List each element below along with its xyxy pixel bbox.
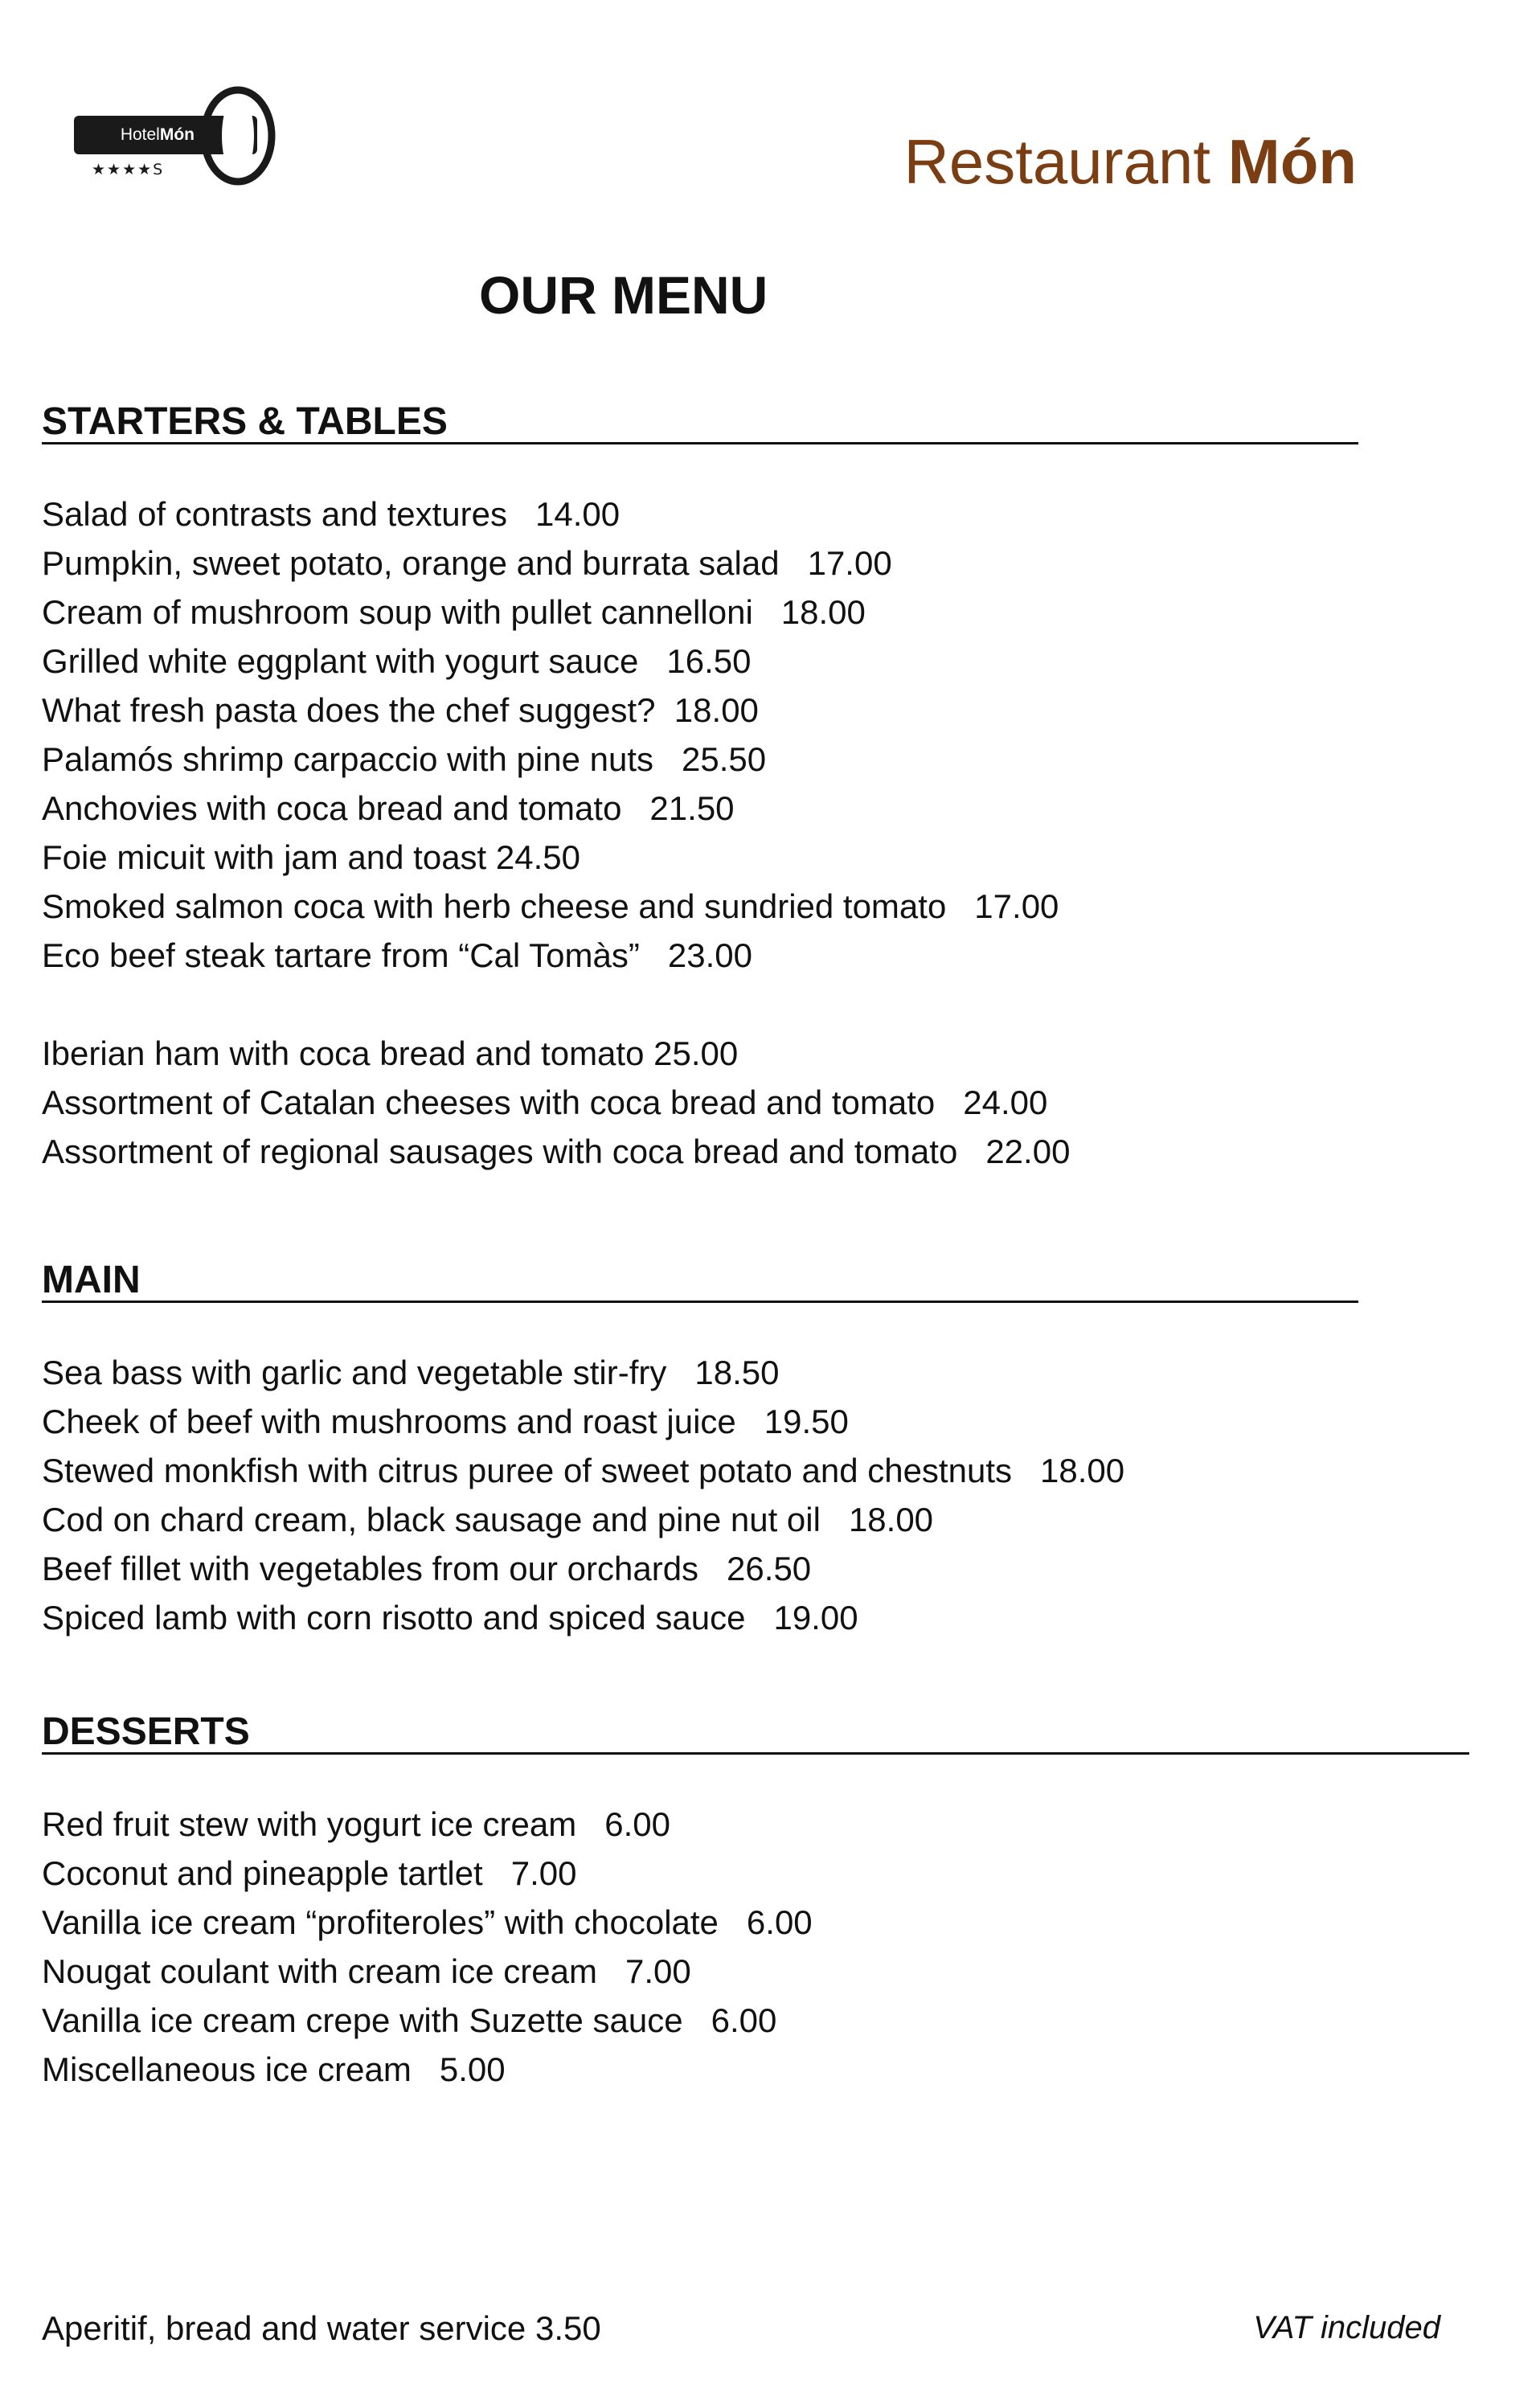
menu-item: Palamós shrimp carpaccio with pine nuts 25.50 [42,740,767,778]
spacer [42,1755,1469,1800]
logo-stars-rating: ★★★★S [92,161,165,178]
menu-item: Assortment of Catalan cheeses with coca bread and tomato 24.00 [42,1083,1048,1121]
menu-item: Coconut and pineapple tartlet 7.00 [42,1854,577,1892]
menu-item: Vanilla ice cream crepe with Suzette sauce 6.00 [42,2001,777,2039]
main-list [42,1348,1358,1642]
main-heading-row [42,1249,1358,1303]
starters-section [42,391,1358,1176]
menu-item: Cheek of beef with mushrooms and roast juice 19.50 [42,1403,849,1440]
menu-item: Salad of contrasts and textures 14.00 [42,495,621,533]
restaurant-name [903,126,1357,197]
menu-item: Miscellaneous ice cream 5.00 [42,2050,506,2088]
vat-note: VAT included [1253,2310,1440,2345]
menu-item: What fresh pasta does the chef suggest? 18.00 [42,691,759,729]
main-heading: MAIN [42,1259,141,1301]
menu-item: Spiced lamb with corn risotto and spiced sauce 19.00 [42,1599,858,1636]
menu-item: Anchovies with coca bread and tomato 21.50 [42,789,735,827]
menu-item: Stewed monkfish with citrus puree of sweet potato and chestnuts 18.00 [42,1452,1125,1489]
logo-mon-text: Món [159,125,195,144]
page-title: OUR MENU [479,265,768,325]
desserts-section [42,1701,1469,2094]
logo-o-mark [196,85,276,186]
menu-item: Nougat coulant with cream ice cream 7.00 [42,1952,691,1990]
menu-item: Red fruit stew with yogurt ice cream 6.00 [42,1805,670,1843]
desserts-list [42,1800,1469,2094]
starters-list [42,489,1358,1176]
menu-item: Grilled white eggplant with yogurt sauce 16.50 [42,642,752,680]
restaurant-name-bold: Món [1227,126,1357,197]
starters-heading-row [42,391,1358,444]
service-charge-note: Aperitif, bread and water service 3.50 [42,2309,601,2347]
logo-hotel-text: Hotel [120,125,160,144]
menu-item: Smoked salmon coca with herb cheese and sundried tomato 17.00 [42,887,1059,925]
list-gap [42,980,1358,1029]
menu-item: Assortment of regional sausages with coca bread and tomato 22.00 [42,1133,1071,1170]
spacer [42,1303,1358,1348]
desserts-heading: DESSERTS [42,1710,250,1753]
desserts-heading-row [42,1701,1469,1755]
menu-item: Sea bass with garlic and vegetable stir-fry 18.50 [42,1354,780,1391]
menu-item: Vanilla ice cream “profiteroles” with chocolate 6.00 [42,1903,813,1941]
starters-heading: STARTERS & TABLES [42,400,448,443]
menu-item: Cod on chard cream, black sausage and pine nut oil 18.00 [42,1501,934,1538]
restaurant-name-light: Restaurant [903,126,1228,197]
menu-item: Iberian ham with coca bread and tomato 25.00 [42,1034,739,1072]
spacer [42,444,1358,489]
menu-item: Foie micuit with jam and toast 24.50 [42,838,580,876]
main-section [42,1249,1358,1642]
menu-item: Beef fillet with vegetables from our orchards 26.50 [42,1550,812,1587]
menu-item: Eco beef steak tartare from “Cal Tomàs” 23.00 [42,936,752,974]
menu-item: Cream of mushroom soup with pullet cannelloni 18.00 [42,593,866,631]
menu-item: Pumpkin, sweet potato, orange and burrata salad 17.00 [42,544,892,582]
hotel-logo [74,84,307,196]
